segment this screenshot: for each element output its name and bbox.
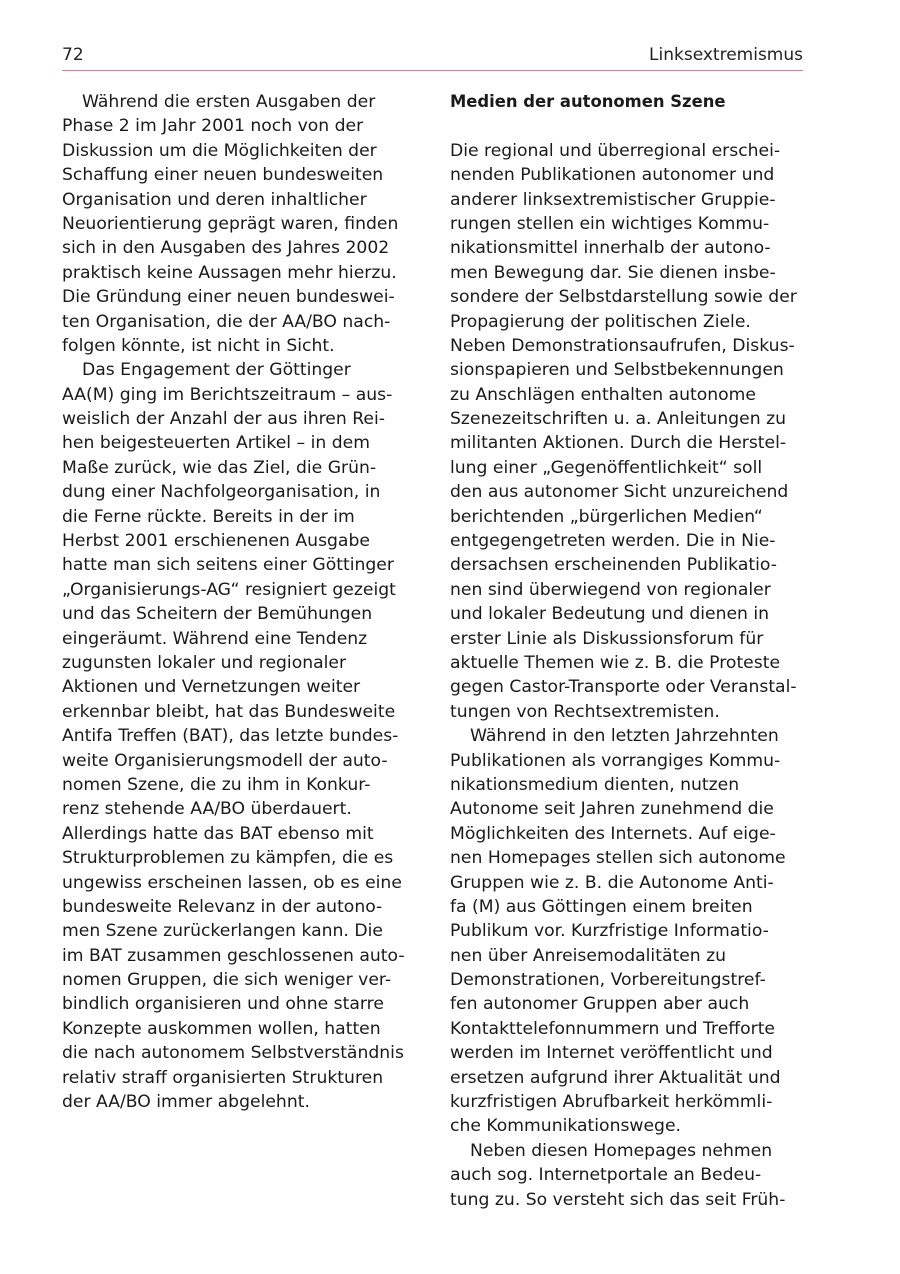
text-line: Schaffung einer neuen bundesweiten: [62, 165, 384, 186]
text-line: werden im Internet veröffentlicht und: [450, 1043, 773, 1064]
text-line: nikationsmedium dienten, nutzen: [450, 774, 740, 795]
text-line: berichtenden „bürgerlichen Medien“: [450, 506, 763, 527]
text-line: Konzepte auskommen wollen, hatten: [62, 1018, 381, 1039]
paragraph: [62, 358, 414, 1114]
text-line: zugunsten lokaler und regionaler: [62, 652, 347, 673]
text-line: auch sog. Internetportale an Bedeu-: [450, 1165, 762, 1186]
text-line: dung einer Nachfolgeorganisation, in: [62, 482, 381, 503]
paragraph: [450, 139, 804, 724]
text-line: nenden Publikationen autonomer und: [450, 165, 775, 186]
text-line: ten Organisation, die der AA/BO nach-: [62, 311, 391, 332]
text-line: nen Homepages stellen sich autonome: [450, 848, 786, 869]
text-line: praktisch keine Aussagen mehr hierzu.: [62, 262, 397, 283]
text-line: Aktionen und Vernetzungen weiter: [62, 677, 361, 698]
text-line: Organisation und deren inhaltlicher: [62, 189, 367, 210]
text-line: Demonstrationen, Vorbereitungstref-: [450, 970, 766, 991]
text-line: Die Gründung einer neuen bundeswei-: [62, 287, 395, 308]
text-line: ungewiss erscheinen lassen, ob es eine: [62, 872, 402, 893]
text-line: und lokaler Bedeutung und dienen in: [450, 604, 770, 625]
text-line: Neben Demonstrationsaufrufen, Diskus-: [450, 335, 795, 356]
text-line: relativ straff organisierten Strukturen: [62, 1067, 384, 1088]
text-line: folgen könnte, ist nicht in Sicht.: [62, 335, 335, 356]
left-column: [62, 90, 414, 1114]
text-line: nen sind überwiegend von regionaler: [450, 579, 771, 600]
text-line: Propagierung der politischen Ziele.: [450, 311, 751, 332]
text-line: Neuorientierung geprägt waren, finden: [62, 213, 399, 234]
text-line: Gruppen wie z. B. die Autonome Anti-: [450, 872, 774, 893]
text-line: sich in den Ausgaben des Jahres 2002: [62, 238, 390, 259]
text-line: Strukturproblemen zu kämpfen, die es: [62, 848, 394, 869]
text-line: che Kommunikationswege.: [450, 1116, 681, 1137]
paragraph: [450, 724, 804, 1139]
text-line: „Organisierungs-AG“ resigniert gezeigt: [62, 579, 396, 600]
text-line: Neben diesen Homepages nehmen: [470, 1140, 773, 1161]
text-line: bundesweite Relevanz in der autono-: [62, 896, 383, 917]
text-line: Antifa Treffen (BAT), das letzte bundes-: [62, 726, 399, 747]
text-line: die Ferne rückte. Bereits in der im: [62, 506, 355, 527]
text-line: Während in den letzten Jahrzehnten: [470, 726, 779, 747]
text-line: und das Scheitern der Bemühungen: [62, 604, 373, 625]
text-line: Die regional und überregional erschei-: [450, 140, 781, 161]
text-line: bindlich organisieren und ohne starre: [62, 994, 384, 1015]
text-line: Kontakttelefonnummern und Trefforte: [450, 1018, 776, 1039]
text-line: kurzfristigen Abrufbarkeit herkömmli-: [450, 1092, 773, 1113]
text-line: nomen Gruppen, die sich weniger ver-: [62, 970, 392, 991]
text-line: entgegengetreten werden. Die in Nie-: [450, 531, 776, 552]
page-header: [62, 44, 803, 71]
text-line: tung zu. So versteht sich das seit Früh-: [450, 1189, 786, 1210]
text-line: eingeräumt. Während eine Tendenz: [62, 628, 368, 649]
text-line: rungen stellen ein wichtiges Kommu-: [450, 213, 770, 234]
text-line: der AA/BO immer abgelehnt.: [62, 1092, 310, 1113]
text-line: aktuelle Themen wie z. B. die Proteste: [450, 652, 781, 673]
text-line: Szenezeitschriften u. a. Anleitungen zu: [450, 409, 786, 430]
text-line: ersetzen aufgrund ihrer Aktualität und: [450, 1067, 781, 1088]
paragraph: [450, 1139, 804, 1212]
section-heading: Medien der autonomen Szene: [450, 92, 726, 111]
text-line: erster Linie als Diskussionsforum für: [450, 628, 764, 649]
paragraph: [62, 90, 414, 358]
text-line: nikationsmittel innerhalb der autono-: [450, 238, 771, 259]
text-line: Diskussion um die Möglichkeiten der: [62, 140, 377, 161]
text-line: hen beigesteuerten Artikel – in dem: [62, 433, 370, 454]
text-line: Autonome seit Jahren zunehmend die: [450, 799, 774, 820]
text-line: Allerdings hatte das BAT ebenso mit: [62, 823, 374, 844]
text-line: Das Engagement der Göttinger: [82, 360, 351, 381]
text-line: Publikationen als vorrangiges Kommu-: [450, 750, 781, 771]
text-line: men Bewegung dar. Sie dienen insbe-: [450, 262, 776, 283]
text-line: die nach autonomem Selbstverständnis: [62, 1043, 404, 1064]
page-number: 72: [62, 45, 84, 65]
text-line: anderer linksextremistischer Gruppie-: [450, 189, 776, 210]
text-line: men Szene zurückerlangen kann. Die: [62, 921, 383, 942]
text-line: Möglichkeiten des Internets. Auf eige-: [450, 823, 776, 844]
text-line: Publikum vor. Kurzfristige Informatio-: [450, 921, 769, 942]
text-line: Herbst 2001 erschienenen Ausgabe: [62, 531, 370, 552]
text-line: lung einer „Gegenöffentlichkeit“ soll: [450, 457, 763, 478]
right-column: [450, 90, 804, 1212]
text-line: nen über Anreisemodalitäten zu: [450, 945, 727, 966]
text-line: weislich der Anzahl der aus ihren Rei-: [62, 409, 385, 430]
text-line: den aus autonomer Sicht unzureichend: [450, 482, 789, 503]
text-line: Maße zurück, wie das Ziel, die Grün-: [62, 457, 377, 478]
text-line: fa (M) aus Göttingen einem breiten: [450, 896, 753, 917]
text-line: weite Organisierungsmodell der auto-: [62, 750, 388, 771]
text-line: Phase 2 im Jahr 2001 noch von der: [62, 116, 364, 137]
text-line: militanten Aktionen. Durch die Herstel-: [450, 433, 787, 454]
text-line: zu Anschlägen enthalten autonome: [450, 384, 756, 405]
text-line: dersachsen erscheinenden Publikatio-: [450, 555, 777, 576]
text-line: Während die ersten Ausgaben der: [82, 92, 376, 112]
text-line: hatte man sich seitens einer Göttinger: [62, 555, 394, 576]
heading-spacer: [450, 114, 804, 138]
text-line: im BAT zusammen geschlossenen auto-: [62, 945, 405, 966]
text-line: fen autonomer Gruppen aber auch: [450, 994, 750, 1015]
text-line: AA(M) ging im Berichtszeitraum – aus-: [62, 384, 393, 405]
text-line: sondere der Selbstdarstellung sowie der: [450, 287, 797, 308]
text-line: nomen Szene, die zu ihm in Konkur-: [62, 774, 371, 795]
running-title: Linksextremismus: [649, 45, 803, 65]
text-line: tungen von Rechtsextremisten.: [450, 701, 720, 722]
text-line: renz stehende AA/BO überdauert.: [62, 799, 352, 820]
text-line: erkennbar bleibt, hat das Bundesweite: [62, 701, 396, 722]
text-line: sionspapieren und Selbstbekennungen: [450, 360, 784, 381]
text-line: gegen Castor-Transporte oder Veranstal-: [450, 677, 797, 698]
